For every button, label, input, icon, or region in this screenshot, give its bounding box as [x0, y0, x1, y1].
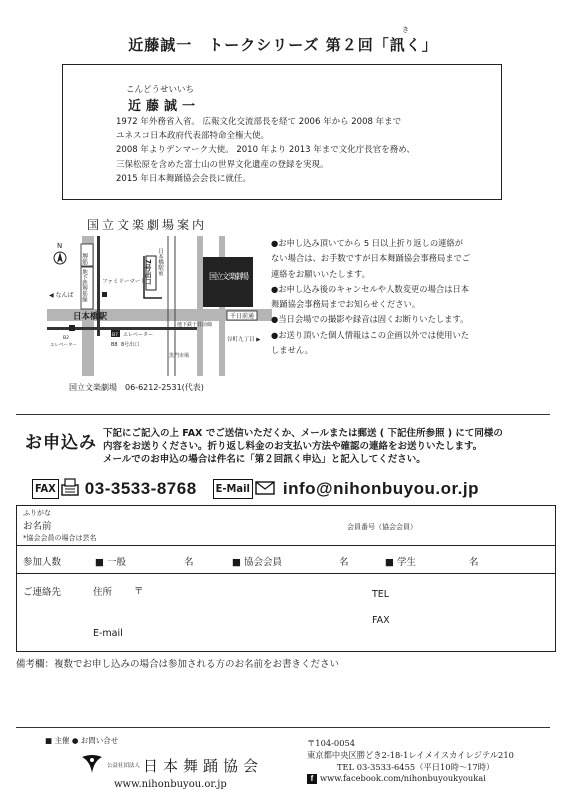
member-number-label: 会員番号（協会会員）: [347, 523, 417, 531]
bio-line: 三保松原を含めた富士山の世界文化遺産の登録を実現。: [116, 159, 329, 170]
bio-line: ユネスコ日本政府代表部特命全権大使。: [116, 131, 270, 142]
fax-label: FAX: [372, 615, 390, 626]
name-label: お名前: [23, 521, 52, 532]
note-line: ●お申し込み頂いてから 5 日以上折り返しの連絡が: [271, 238, 464, 248]
page-title: [0, 26, 566, 55]
apply-line: 内容をお送りください。折り返し料金のお支払い方法や確認の連絡をお送りいたします。: [103, 441, 483, 452]
org-url[interactable]: www.nihonbuyou.or.jp: [114, 779, 227, 790]
bio-line: 2015 年日本舞踊協会会長に就任。: [116, 173, 251, 184]
note-line: 舞踊協会事務局までお知らせください。: [271, 299, 421, 310]
participants-label: 参加人数: [23, 557, 62, 568]
student-unit: 名: [469, 557, 479, 568]
email-tag: E-Mail: [213, 479, 253, 499]
facebook-url[interactable]: www.facebook.com/nihonbuyoukyoukai: [320, 773, 486, 784]
apply-heading: お申込み: [25, 433, 97, 453]
email-address[interactable]: info@nihonbuyou.or.jp: [282, 479, 479, 498]
application-form: [16, 505, 556, 652]
org-name: 日本舞踊協会: [143, 757, 264, 775]
org-prefix: 公益社団法人: [107, 763, 141, 769]
footer-divider: [16, 727, 550, 728]
sennichimae-dori-label: 千日前通: [230, 313, 255, 320]
postal-code: 〒104-0054: [307, 738, 356, 748]
street-address: 東京都中央区勝どき2-18-1レイメイスカイレジテル210: [307, 749, 514, 760]
kuromon-label: 黒門市場: [169, 353, 190, 359]
note-line: 連絡をお願いいたします。: [271, 268, 370, 279]
phone: TEL 03-3533-6455（平日10時〜17時）: [337, 761, 495, 772]
email-label: E-mail: [93, 628, 123, 639]
general-option[interactable]: ■ 一般: [95, 557, 126, 568]
theater-label: 国立文楽劇場: [209, 272, 249, 281]
fax-icon: [61, 477, 79, 501]
name-note: *協会会員の場合は芸名: [23, 534, 97, 542]
apply-line: 下記にご記入の上 FAX でご送信いただくか、メールまたは郵送 ( 下記住所参照 ) にて同様の: [103, 428, 503, 439]
exit8-label: 8号出口: [121, 342, 140, 348]
familymart-marker: [102, 292, 107, 297]
participants-row: [17, 546, 555, 574]
tanimachi-label: 谷町九丁目 ▶: [227, 337, 261, 343]
sennichimae-label: 地下鉄千日前線: [177, 322, 213, 328]
exit7-label: 7号出口: [144, 259, 152, 285]
subway-label: 地下鉄堺筋線: [81, 269, 87, 302]
association-logo-icon: [80, 753, 104, 775]
note-line: ●当日会場での撮影や録音は固くお断りいたします。: [271, 314, 469, 325]
address-block: [307, 738, 514, 785]
note-line: しません。: [271, 345, 313, 356]
b2-label: B2: [63, 336, 69, 341]
speaker-bio: [116, 115, 496, 186]
facebook-row[interactable]: [307, 773, 514, 785]
postal-mark: 〒: [134, 586, 144, 597]
speaker-name: 近藤誠一: [128, 99, 201, 114]
name-reading: こんどうせいいち: [126, 85, 195, 95]
student-option[interactable]: ■ 学生: [385, 557, 416, 568]
fax-number[interactable]: 03-3533-8768: [84, 479, 197, 498]
notes: [271, 236, 541, 358]
mail-icon: [255, 477, 275, 501]
contact-label: ご連絡先: [23, 587, 62, 598]
note-line: ●お送り頂いた個人情報はこの企画以外では使用いた: [271, 329, 470, 340]
note-line: ●お申し込み後のキャンセルや人数変更の場合は日本: [271, 283, 470, 294]
address-label: 住所: [93, 587, 113, 598]
note-line: ない場合は、お手数ですが日本舞踊協会事務局までご: [271, 253, 471, 264]
remarks: 備考欄：複数でお申し込みの場合は参加される方のお名前をお書きください: [16, 659, 340, 670]
access-map: [47, 236, 272, 376]
fax-tag: FAX: [32, 479, 59, 499]
map-caption: 国立文楽劇場 06-6212-2531(代表): [69, 383, 204, 392]
namba-label: ◀ なんば: [49, 292, 74, 299]
divider: [16, 414, 550, 415]
b8-label: B8: [111, 342, 118, 348]
member-unit: 名: [339, 557, 349, 568]
general-unit: 名: [184, 557, 194, 568]
tel-label: TEL: [372, 589, 390, 600]
b2-marker: [69, 325, 75, 331]
furigana-label: ふりがな: [23, 509, 51, 517]
apply-line: メールでのお申込の場合は件名に「第２回訊く申込」と記入してください。: [103, 454, 426, 465]
bio-line: 2008 年よりデンマーク大使。 2010 年より 2013 年まで文化庁長官を務め、: [116, 145, 415, 156]
theater-block: [203, 257, 253, 307]
elevator-right-label: エレベーター: [123, 332, 154, 338]
contact-line: [32, 477, 552, 501]
member-option[interactable]: ■ 協会会員: [232, 557, 282, 568]
ekimae-label: 日本橋駅前: [157, 248, 163, 276]
name-row[interactable]: [17, 506, 555, 546]
elevator-left-label: エレベーター: [50, 343, 77, 348]
title-ruby: き: [402, 26, 410, 34]
map-title: 国立文楽劇場案内: [87, 218, 208, 232]
bio-line: 1972 年外務省入省。 広報文化交流部長を経て 2006 年から 2008 年まで: [116, 117, 402, 127]
north-arrow-icon: [57, 252, 63, 263]
title-text: 近藤誠一 トークシリーズ 第２回「訊く」: [128, 36, 438, 54]
sponsor-label: ■ 主催 ● お問い合せ: [45, 736, 119, 745]
nipponbashi-station-label: 日本橋駅: [73, 312, 108, 322]
north-label: N: [57, 242, 63, 250]
apply-instructions: [103, 427, 553, 466]
sakaisuji-label: 堺筋: [80, 253, 88, 265]
side-road: [197, 236, 203, 376]
familymart-label: ファミリーマート: [102, 279, 146, 285]
facebook-icon: f: [307, 774, 317, 784]
b7-label: B7: [112, 333, 118, 338]
